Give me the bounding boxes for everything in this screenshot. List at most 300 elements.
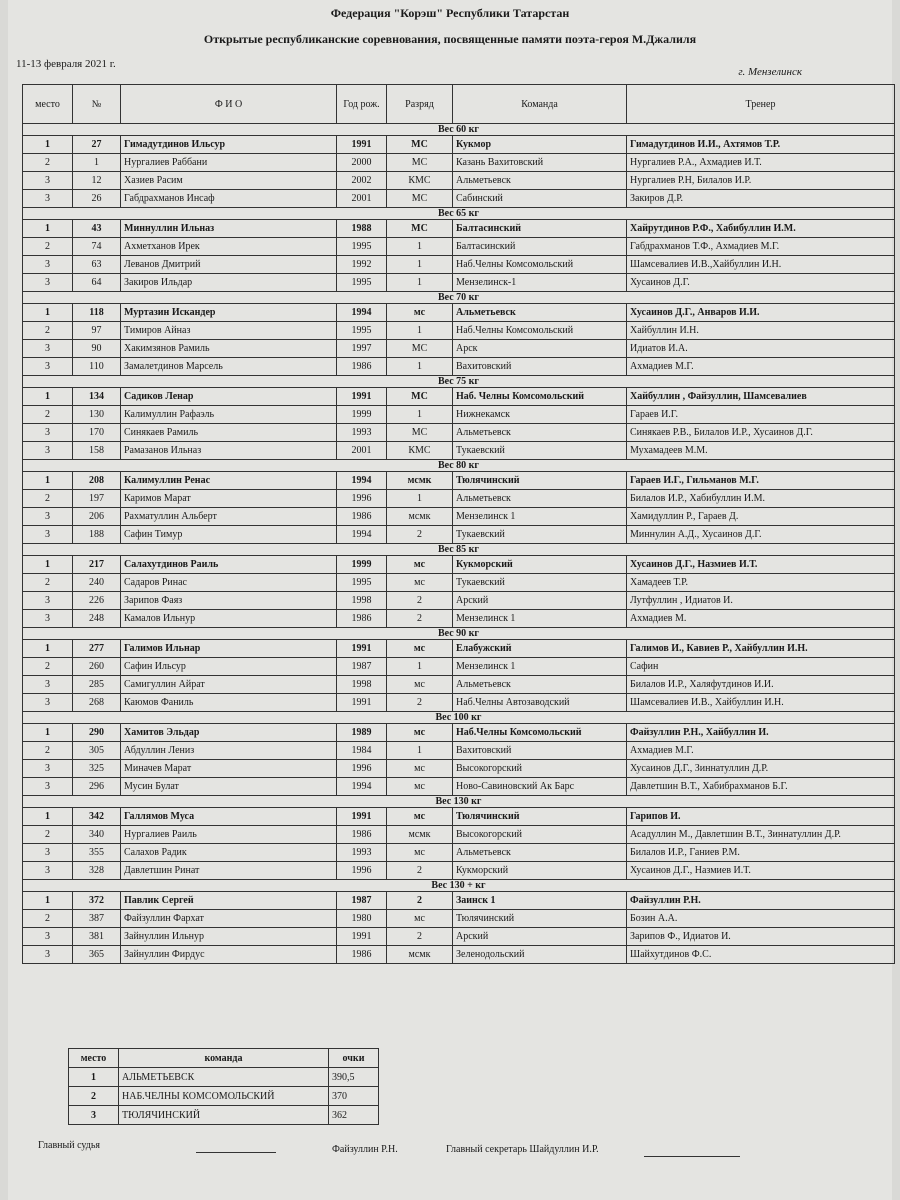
cell-name: Камалов Ильнур [121, 610, 337, 628]
table-row [23, 928, 895, 946]
cell-number: 27 [73, 136, 121, 154]
cell-number: 130 [73, 406, 121, 424]
cell-coach: Билалов И.Р., Ганиев Р.М. [627, 844, 895, 862]
table-row [23, 724, 895, 742]
cell-year: 1987 [337, 892, 387, 910]
cell-rank: 1 [387, 256, 453, 274]
cell-year: 1993 [337, 844, 387, 862]
cell-number: 43 [73, 220, 121, 238]
cell-name: Файзуллин Фархат [121, 910, 337, 928]
weight-class-row [23, 544, 895, 556]
cell-coach: Ахмадиев М.Г. [627, 742, 895, 760]
table-row [23, 574, 895, 592]
cell-name: Калимуллин Ренас [121, 472, 337, 490]
cell-year: 1991 [337, 388, 387, 406]
cell-number: 158 [73, 442, 121, 460]
cell-coach: Файзуллин Р.Н., Хайбуллин И. [627, 724, 895, 742]
table-row [23, 256, 895, 274]
table-row [23, 424, 895, 442]
standings-col-place: место [69, 1049, 119, 1068]
cell-year: 1986 [337, 358, 387, 376]
cell-rank: мс [387, 844, 453, 862]
cell-coach: Ахмадиев М.Г. [627, 358, 895, 376]
cell-team: Мензелинск 1 [453, 658, 627, 676]
cell-name: Калимуллин Рафаэль [121, 406, 337, 424]
cell-year: 1989 [337, 724, 387, 742]
cell-coach: Хамидуллин Р., Гараев Д. [627, 508, 895, 526]
cell-place: 3 [23, 760, 73, 778]
cell-team: Тюлячинский [453, 910, 627, 928]
cell-place: 2 [23, 574, 73, 592]
table-row [23, 508, 895, 526]
event-city: г. Мензелинск [738, 66, 802, 78]
cell-place: 2 [23, 826, 73, 844]
cell-rank: мс [387, 760, 453, 778]
cell-number: 285 [73, 676, 121, 694]
cell-coach: Шайхутдинов Ф.С. [627, 946, 895, 964]
weight-class-row [23, 880, 895, 892]
table-row [23, 862, 895, 880]
cell-rank: 2 [387, 610, 453, 628]
cell-team: Кукмор [453, 136, 627, 154]
table-row [23, 490, 895, 508]
cell-number: 90 [73, 340, 121, 358]
cell-rank: 2 [387, 526, 453, 544]
cell-rank: 1 [387, 490, 453, 508]
cell-year: 1996 [337, 862, 387, 880]
cell-year: 1984 [337, 742, 387, 760]
table-row [23, 190, 895, 208]
cell-number: 110 [73, 358, 121, 376]
cell-coach: Закиров Д.Р. [627, 190, 895, 208]
cell-place: 2 [23, 742, 73, 760]
cell-year: 1995 [337, 238, 387, 256]
cell-coach: Гарипов И. [627, 808, 895, 826]
cell-name: Нургалиев Раиль [121, 826, 337, 844]
cell-number: 260 [73, 658, 121, 676]
secretary: Главный секретарь Шайдуллин И.Р. [446, 1144, 599, 1155]
weight-class-label: Вес 60 кг [23, 124, 895, 136]
col-rank: Разряд [387, 85, 453, 124]
cell-place: 2 [23, 322, 73, 340]
table-row [23, 694, 895, 712]
cell-number: 217 [73, 556, 121, 574]
cell-team: Тюлячинский [453, 472, 627, 490]
table-row [23, 742, 895, 760]
cell-team: Альметьевск [453, 172, 627, 190]
cell-team: Высокогорский [453, 826, 627, 844]
cell-coach: Сафин [627, 658, 895, 676]
cell-name: Абдуллин Лениз [121, 742, 337, 760]
cell-team: Альметьевск [453, 844, 627, 862]
cell-rank: МС [387, 388, 453, 406]
table-row [23, 760, 895, 778]
cell-name: Салахов Радик [121, 844, 337, 862]
cell-place: 1 [23, 724, 73, 742]
cell-year: 1996 [337, 760, 387, 778]
cell-place: 3 [23, 676, 73, 694]
cell-rank: МС [387, 424, 453, 442]
standings-team: АЛЬМЕТЬЕВСК [119, 1068, 329, 1087]
cell-year: 1986 [337, 946, 387, 964]
cell-rank: мсмк [387, 826, 453, 844]
cell-rank: МС [387, 220, 453, 238]
weight-class-row [23, 208, 895, 220]
col-place: место [23, 85, 73, 124]
cell-year: 1993 [337, 424, 387, 442]
cell-year: 1999 [337, 556, 387, 574]
cell-team: Альметьевск [453, 676, 627, 694]
cell-name: Нургалиев Раббани [121, 154, 337, 172]
federation-title: Федерация "Корэш" Республики Татарстан [330, 6, 570, 20]
cell-place: 3 [23, 844, 73, 862]
cell-number: 342 [73, 808, 121, 826]
cell-coach: Зарипов Ф., Идиатов И. [627, 928, 895, 946]
cell-rank: мс [387, 778, 453, 796]
col-number: № [73, 85, 121, 124]
standings-place: 2 [69, 1087, 119, 1106]
weight-class-row [23, 376, 895, 388]
cell-rank: 1 [387, 274, 453, 292]
cell-team: Кукморский [453, 556, 627, 574]
cell-coach: Гараев И.Г. [627, 406, 895, 424]
cell-rank: мс [387, 640, 453, 658]
cell-coach: Хайрутдинов Р.Ф., Хабибуллин И.М. [627, 220, 895, 238]
cell-team: Альметьевск [453, 304, 627, 322]
cell-year: 1994 [337, 472, 387, 490]
standings-col-team: команда [119, 1049, 329, 1068]
table-row [23, 640, 895, 658]
cell-place: 2 [23, 910, 73, 928]
cell-rank: КМС [387, 442, 453, 460]
cell-year: 1998 [337, 676, 387, 694]
cell-coach: Хайбуллин И.Н. [627, 322, 895, 340]
cell-coach: Асадуллин М., Давлетшин В.Т., Зиннатуллин Д.Р. [627, 826, 895, 844]
cell-place: 1 [23, 808, 73, 826]
cell-team: Казань Вахитовский [453, 154, 627, 172]
table-row [23, 154, 895, 172]
table-row [23, 172, 895, 190]
cell-name: Сафин Ильсур [121, 658, 337, 676]
weight-class-label: Вес 100 кг [23, 712, 895, 724]
cell-team: Арский [453, 592, 627, 610]
cell-name: Хамитов Эльдар [121, 724, 337, 742]
team-standings-table [68, 1048, 379, 1125]
cell-rank: 2 [387, 928, 453, 946]
cell-coach: Хусаинов Д.Г. [627, 274, 895, 292]
cell-team: Арск [453, 340, 627, 358]
table-row [23, 892, 895, 910]
cell-rank: 1 [387, 322, 453, 340]
standings-row [69, 1087, 379, 1106]
table-row [23, 808, 895, 826]
cell-team: Кукморский [453, 862, 627, 880]
cell-name: Хазиев Расим [121, 172, 337, 190]
table-row [23, 910, 895, 928]
table-row [23, 676, 895, 694]
cell-rank: МС [387, 136, 453, 154]
cell-year: 2001 [337, 442, 387, 460]
weight-class-row [23, 712, 895, 724]
cell-name: Зайнуллин Ильнур [121, 928, 337, 946]
cell-place: 3 [23, 256, 73, 274]
cell-rank: мс [387, 304, 453, 322]
col-name: Ф И О [121, 85, 337, 124]
cell-coach: Нургалиев Р.А., Ахмадиев И.Т. [627, 154, 895, 172]
cell-team: Арский [453, 928, 627, 946]
cell-coach: Хамадеев Т.Р. [627, 574, 895, 592]
cell-place: 2 [23, 490, 73, 508]
cell-number: 197 [73, 490, 121, 508]
cell-number: 208 [73, 472, 121, 490]
cell-number: 328 [73, 862, 121, 880]
cell-year: 1992 [337, 256, 387, 274]
standings-body [69, 1068, 379, 1125]
cell-rank: МС [387, 340, 453, 358]
cell-rank: 1 [387, 406, 453, 424]
cell-rank: мс [387, 574, 453, 592]
cell-team: Заинск 1 [453, 892, 627, 910]
cell-place: 1 [23, 136, 73, 154]
table-row [23, 826, 895, 844]
cell-place: 3 [23, 340, 73, 358]
cell-year: 1999 [337, 406, 387, 424]
cell-name: Муртазин Искандер [121, 304, 337, 322]
weight-class-label: Вес 130 кг [23, 796, 895, 808]
document-sheet [8, 0, 892, 1200]
table-row [23, 658, 895, 676]
cell-number: 325 [73, 760, 121, 778]
cell-number: 64 [73, 274, 121, 292]
cell-year: 1980 [337, 910, 387, 928]
cell-coach: Давлетшин В.Т., Хабибрахманов Б.Г. [627, 778, 895, 796]
cell-place: 3 [23, 424, 73, 442]
table-row [23, 322, 895, 340]
cell-place: 3 [23, 610, 73, 628]
table-row [23, 358, 895, 376]
cell-rank: КМС [387, 172, 453, 190]
cell-team: Мензелинск 1 [453, 508, 627, 526]
cell-place: 3 [23, 592, 73, 610]
table-row [23, 406, 895, 424]
cell-year: 1991 [337, 928, 387, 946]
cell-team: Тукаевский [453, 442, 627, 460]
event-title: Открытые республиканские соревнования, посвященные памяти поэта-героя М.Джалиля [203, 32, 697, 46]
cell-team: Наб.Челны Комсомольский [453, 256, 627, 274]
cell-name: Тимиров Айназ [121, 322, 337, 340]
cell-year: 1986 [337, 826, 387, 844]
event-date: 11-13 февраля 2021 г. [16, 58, 116, 70]
cell-name: Закиров Ильдар [121, 274, 337, 292]
weight-class-label: Вес 70 кг [23, 292, 895, 304]
cell-year: 1995 [337, 274, 387, 292]
cell-coach: Миннулин А.Д., Хусаинов Д.Г. [627, 526, 895, 544]
weight-class-row [23, 628, 895, 640]
cell-number: 97 [73, 322, 121, 340]
cell-rank: 1 [387, 742, 453, 760]
cell-coach: Билалов И.Р., Хабибуллин И.М. [627, 490, 895, 508]
cell-team: Сабинский [453, 190, 627, 208]
cell-team: Мензелинск-1 [453, 274, 627, 292]
cell-team: Высокогорский [453, 760, 627, 778]
cell-name: Мусин Булат [121, 778, 337, 796]
standings-points: 362 [329, 1106, 379, 1125]
cell-place: 1 [23, 220, 73, 238]
cell-name: Зарипов Фаяз [121, 592, 337, 610]
cell-number: 372 [73, 892, 121, 910]
cell-name: Рахматуллин Альберт [121, 508, 337, 526]
cell-rank: 2 [387, 694, 453, 712]
cell-number: 290 [73, 724, 121, 742]
cell-place: 2 [23, 406, 73, 424]
cell-name: Садаров Ринас [121, 574, 337, 592]
cell-place: 3 [23, 946, 73, 964]
cell-name: Зайнуллин Фирдус [121, 946, 337, 964]
cell-name: Миначев Марат [121, 760, 337, 778]
cell-team: Балтасинский [453, 238, 627, 256]
results-table [22, 84, 895, 964]
weight-class-label: Вес 65 кг [23, 208, 895, 220]
cell-coach: Синякаев Р.В., Билалов И.Р., Хусаинов Д.Г. [627, 424, 895, 442]
cell-year: 1994 [337, 304, 387, 322]
cell-team: Наб.Челны Автозаводский [453, 694, 627, 712]
cell-coach: Хусаинов Д.Г., Назмиев И.Т. [627, 556, 895, 574]
cell-coach: Билалов И.Р., Халяфутдинов И.И. [627, 676, 895, 694]
cell-place: 1 [23, 556, 73, 574]
cell-place: 3 [23, 526, 73, 544]
cell-place: 2 [23, 238, 73, 256]
cell-year: 1991 [337, 640, 387, 658]
table-row [23, 136, 895, 154]
weight-class-label: Вес 130 + кг [23, 880, 895, 892]
cell-number: 206 [73, 508, 121, 526]
cell-place: 1 [23, 304, 73, 322]
cell-number: 12 [73, 172, 121, 190]
cell-team: Тюлячинский [453, 808, 627, 826]
table-row [23, 526, 895, 544]
cell-rank: мсмк [387, 472, 453, 490]
cell-place: 1 [23, 388, 73, 406]
cell-place: 1 [23, 640, 73, 658]
cell-name: Павлик Сергей [121, 892, 337, 910]
cell-rank: мсмк [387, 508, 453, 526]
cell-year: 1991 [337, 136, 387, 154]
cell-rank: мс [387, 910, 453, 928]
cell-name: Сафин Тимур [121, 526, 337, 544]
cell-name: Гимадутдинов Ильсур [121, 136, 337, 154]
cell-number: 381 [73, 928, 121, 946]
cell-team: Наб. Челны Комсомольский [453, 388, 627, 406]
standings-row [69, 1106, 379, 1125]
weight-class-row [23, 292, 895, 304]
table-row [23, 388, 895, 406]
cell-team: Балтасинский [453, 220, 627, 238]
cell-number: 74 [73, 238, 121, 256]
cell-team: Зеленодольский [453, 946, 627, 964]
cell-number: 170 [73, 424, 121, 442]
cell-team: Альметьевск [453, 490, 627, 508]
standings-header-row [69, 1049, 379, 1068]
cell-team: Вахитовский [453, 742, 627, 760]
cell-name: Рамазанов Ильназ [121, 442, 337, 460]
cell-place: 3 [23, 274, 73, 292]
cell-rank: мс [387, 556, 453, 574]
cell-coach: Ахмадиев М. [627, 610, 895, 628]
cell-number: 226 [73, 592, 121, 610]
cell-coach: Габдрахманов Т.Ф., Ахмадиев М.Г. [627, 238, 895, 256]
standings-place: 3 [69, 1106, 119, 1125]
weight-class-label: Вес 80 кг [23, 460, 895, 472]
judge-label: Главный судья [38, 1140, 101, 1151]
results-body [23, 124, 895, 964]
cell-number: 248 [73, 610, 121, 628]
cell-coach: Хусаинов Д.Г., Назмиев И.Т. [627, 862, 895, 880]
cell-name: Садиков Ленар [121, 388, 337, 406]
cell-place: 2 [23, 658, 73, 676]
cell-place: 3 [23, 928, 73, 946]
cell-place: 1 [23, 892, 73, 910]
cell-team: Альметьевск [453, 424, 627, 442]
cell-rank: МС [387, 154, 453, 172]
table-row [23, 946, 895, 964]
cell-team: Елабужский [453, 640, 627, 658]
cell-number: 277 [73, 640, 121, 658]
cell-name: Самигуллин Айрат [121, 676, 337, 694]
table-row [23, 472, 895, 490]
col-year: Год рож. [337, 85, 387, 124]
cell-year: 1998 [337, 592, 387, 610]
cell-name: Синякаев Рамиль [121, 424, 337, 442]
cell-team: Мензелинск 1 [453, 610, 627, 628]
cell-place: 3 [23, 190, 73, 208]
cell-coach: Хусаинов Д.Г., Анваров И.И. [627, 304, 895, 322]
cell-team: Нижнекамск [453, 406, 627, 424]
secretary-signature-line [644, 1146, 740, 1157]
standings-col-points: очки [329, 1049, 379, 1068]
cell-number: 268 [73, 694, 121, 712]
cell-number: 365 [73, 946, 121, 964]
cell-year: 1986 [337, 508, 387, 526]
cell-year: 1995 [337, 322, 387, 340]
cell-team: Ново-Савиновский Ак Барс [453, 778, 627, 796]
table-row [23, 274, 895, 292]
table-row [23, 304, 895, 322]
standings-points: 390,5 [329, 1068, 379, 1087]
table-row [23, 238, 895, 256]
cell-place: 3 [23, 172, 73, 190]
weight-class-label: Вес 75 кг [23, 376, 895, 388]
cell-year: 1996 [337, 490, 387, 508]
cell-name: Миннуллин Ильназ [121, 220, 337, 238]
weight-class-row [23, 460, 895, 472]
cell-coach: Хусаинов Д.Г., Зиннатуллин Д.Р. [627, 760, 895, 778]
cell-rank: МС [387, 190, 453, 208]
col-team: Команда [453, 85, 627, 124]
cell-place: 3 [23, 862, 73, 880]
cell-name: Ахметханов Ирек [121, 238, 337, 256]
cell-coach: Шамсевалиев И.В., Хайбуллин И.Н. [627, 694, 895, 712]
cell-coach: Шамсевалиев И.В.,Хайбуллин И.Н. [627, 256, 895, 274]
table-row [23, 340, 895, 358]
cell-name: Хакимзянов Рамиль [121, 340, 337, 358]
cell-coach: Нургалиев Р.Н, Билалов И.Р. [627, 172, 895, 190]
col-coach: Тренер [627, 85, 895, 124]
cell-place: 3 [23, 358, 73, 376]
table-row [23, 610, 895, 628]
table-row [23, 844, 895, 862]
cell-coach: Гимадутдинов И.И., Ахтямов Т.Р. [627, 136, 895, 154]
table-row [23, 220, 895, 238]
